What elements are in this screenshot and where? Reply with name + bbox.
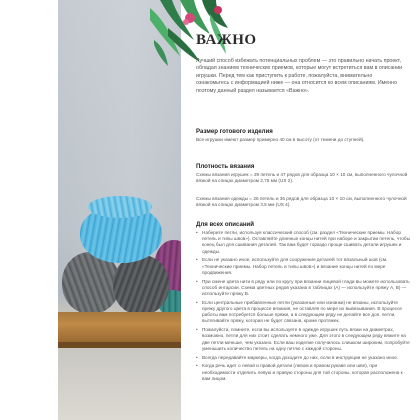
intro-paragraph: Лучший способ избежать потенциальных проблем — это правильно начать проект, обладая знанием технических приемов, которые могут встретиться вам в описании игрушки. Перед тем как приступить к работе, пожалуйста, внимательно ознакомьтесь с информацией ниже — она относится ко всем описаниям. Именно поэтому данный раздел называется «Важно». xyxy=(196,58,403,94)
list-item: • Если не указано иное, используйте для сооружения деталей тот вязальный шов (см. «Технические приемы. Набор петель и типы швов») и вязание концы нитей по мере продвижения. xyxy=(196,257,388,275)
bullet-icon: • xyxy=(196,327,198,333)
wooden-shelf xyxy=(58,312,181,342)
bullet-icon: • xyxy=(196,363,198,369)
list-item: • Если центральные прибавленные петли (указанные или изнанки) не вязаны, используйте пряжу другого цвета в процессе вязания, не оставляя по мере их вывязывания. В процессе работы вам потребуется больше пряжи, а в следующем ряду не делайте все доп. петли, вытягивайте пряжу, которая не будет связана, кроме протяжек. xyxy=(196,299,403,324)
list-item: • Когда речь идет о левой и правой детали (левом и правом рукаве или шве), при необходимости отделить левую и правую стороны для той стороны, которая расположена к вам лицом. xyxy=(196,363,403,381)
wall-below-shelf xyxy=(58,348,181,420)
bullet-icon: • xyxy=(196,230,198,235)
bullet-icon: • xyxy=(196,257,198,263)
bullet-icon: • xyxy=(196,354,198,360)
gauge-clothes-text: Схемы вязания одежды = 26 петель и 36 рядов для образца 10 × 10 см, выполненного чулочной вязкой на спицах диаметром 3,5 мм (US 4). xyxy=(196,196,407,208)
list-item: • Всегда передавайте маркеры, когда доходите до них, если в инструкции не указано иное. xyxy=(196,354,399,360)
dark-grey-yarn-ball xyxy=(113,255,169,315)
bullet-icon: • xyxy=(196,278,198,284)
list-item: • Пожалуйста, помните, если вы используете в одежде игрушек путь вязки на диаметрах, возможно, петли для них стоит сделать немного уже. Для этого в следующем ряду вяжите на две петли меньше, чем указано. Если ваш изделие получилось слишком широким, попробуйте уменьшить количество петель на одну петлю с каждой стороны. xyxy=(196,327,410,351)
all-heading: Для всех описаний xyxy=(196,221,255,228)
page-title: ВАЖНО xyxy=(196,32,257,48)
list-item: • Наберите петли, используя классический способ (см. раздел «Технические приемы. Набор петель и типы швов»). Оставляйте длинные концы нитей при наборе и закрытии петель, чтобы конец был для сшивания деталей. Так вам будет гораздо проще сшивать детали игрушек и одежды. xyxy=(196,230,410,254)
gauge-heading: Плотность вязания xyxy=(196,163,255,170)
list-item: • При смене цвета нити в ряду или по кругу при вязании лицевой глади вы можете использовать способ интарсии. Схема цветных рядов указана в таблицах (A) — используйте пряжу A, B) — используйте пряжу B. xyxy=(196,278,410,297)
gauge-toy-text: Схемы вязания игрушек = 29 петель и 47 рядов для образца 10 × 10 см, выполненного чулочной вязкой на спицах диаметром 2,75 мм (US 2). xyxy=(196,172,408,184)
bullet-icon: • xyxy=(196,299,198,305)
instructions-list xyxy=(196,230,410,385)
size-text: Все игрушки имеют размер примерно 40 см в высоту (от темени до ступней). xyxy=(196,137,365,142)
size-heading: Размер готового изделия xyxy=(196,128,273,135)
blue-yarn-top xyxy=(88,196,152,218)
